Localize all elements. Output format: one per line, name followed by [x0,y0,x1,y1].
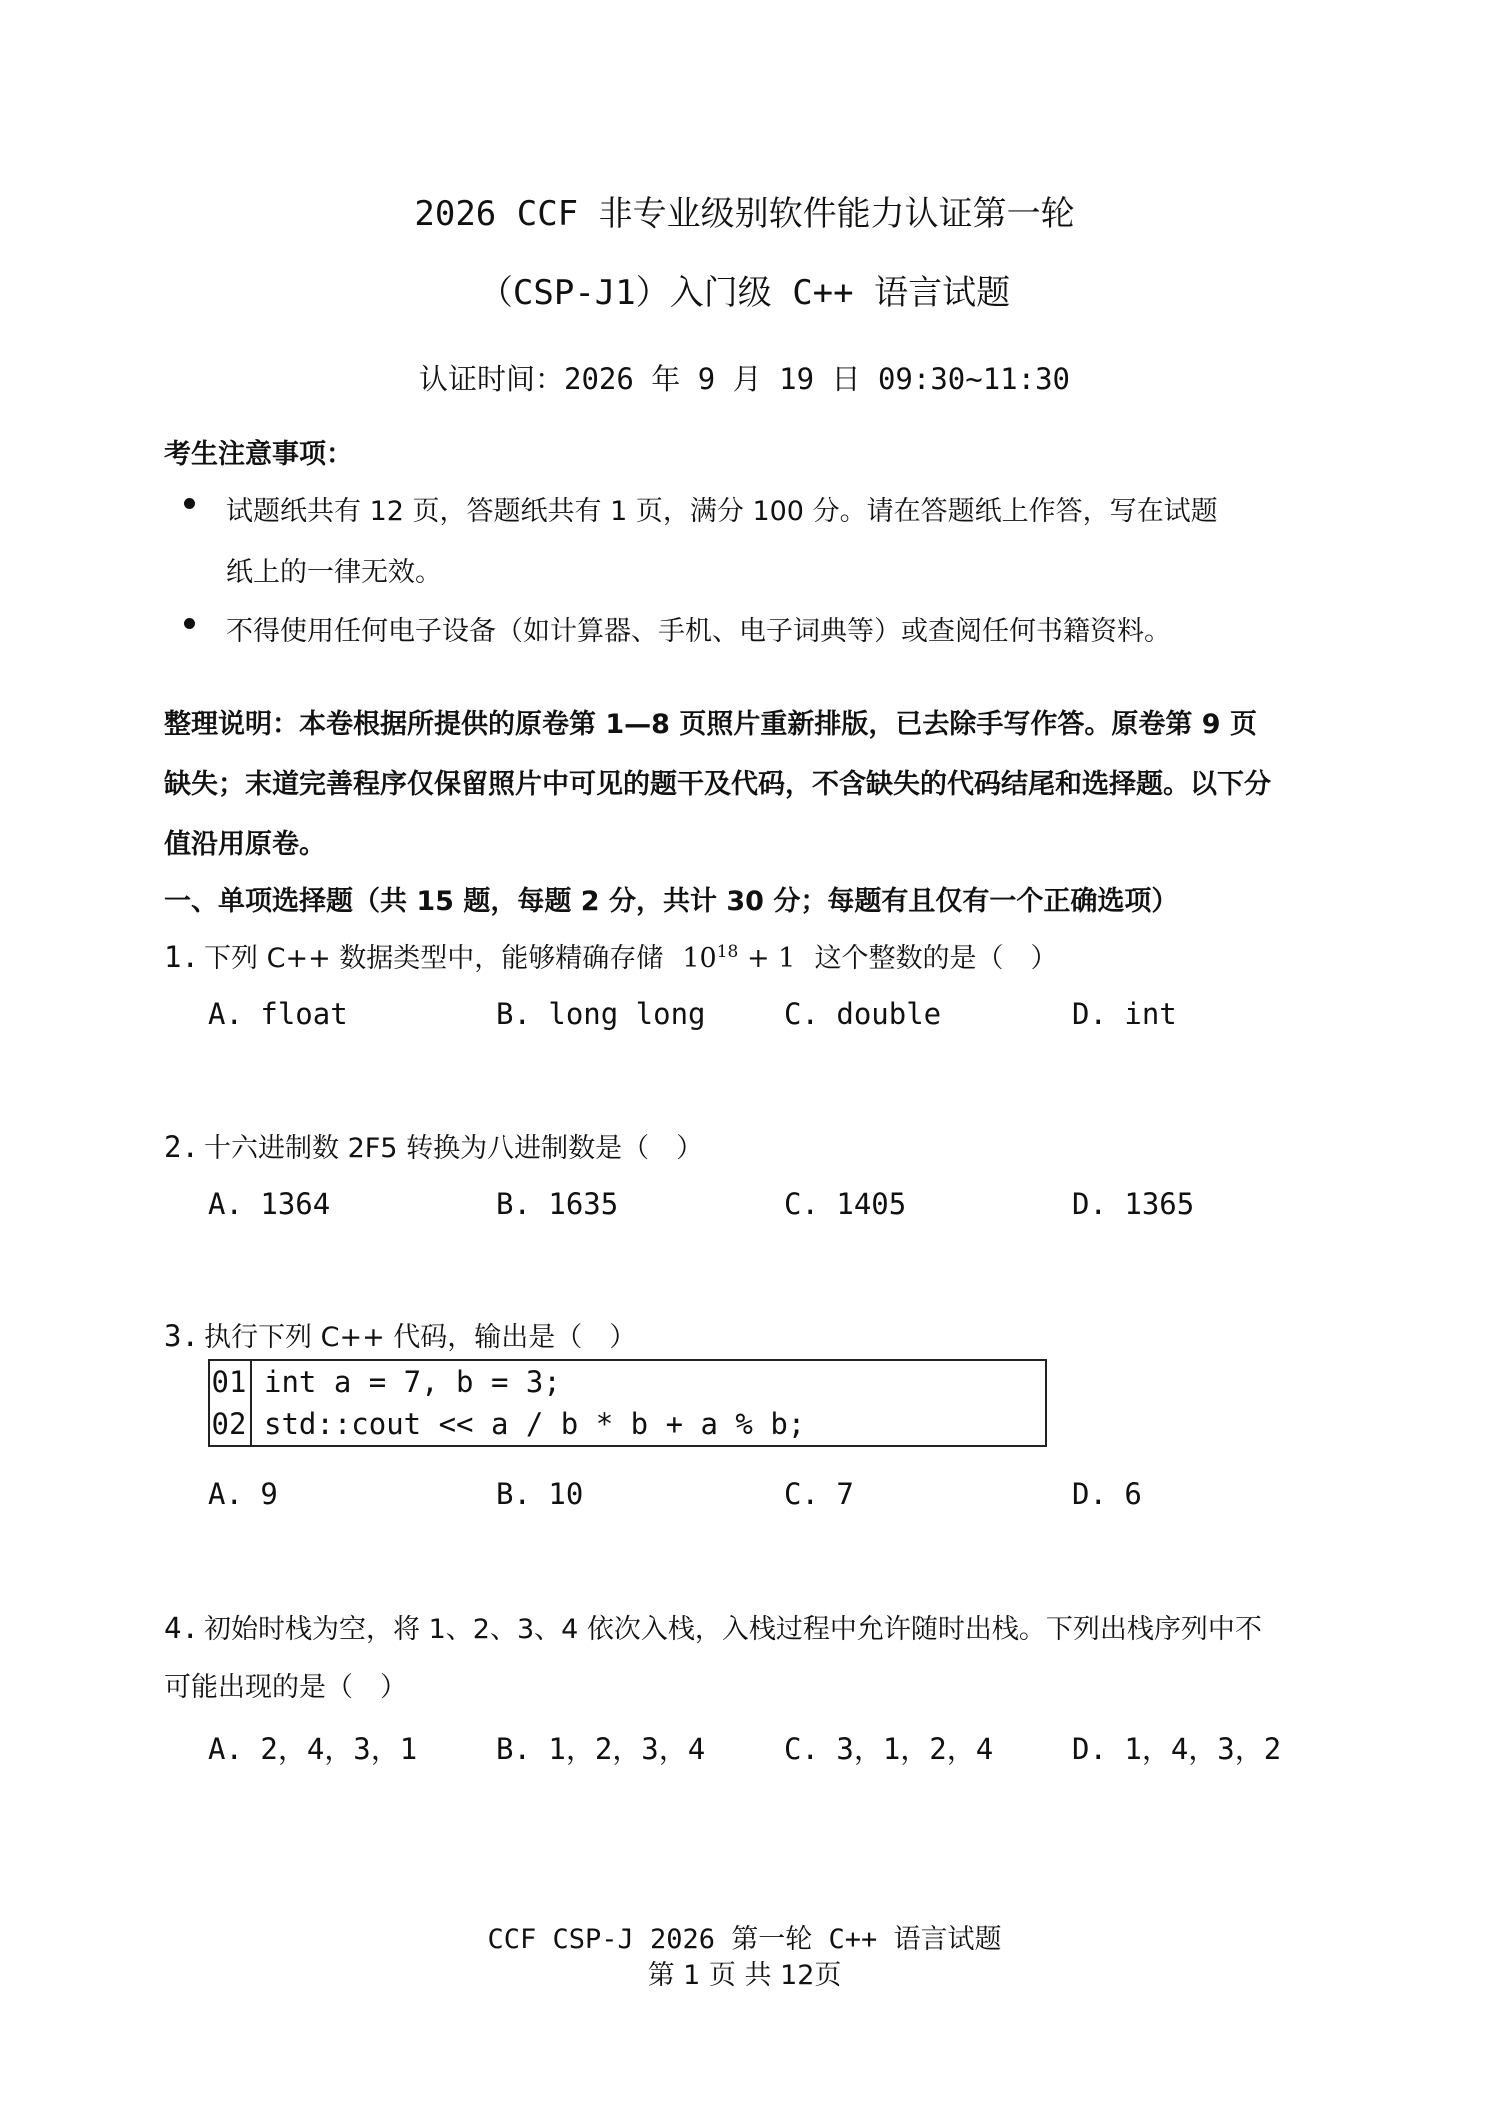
notice-item-2: 不得使用任何电子设备（如计算器、手机、电子词典等）或查阅任何书籍资料。 [226,616,1171,647]
code-text: std::cout << a / b * b + a % b; [264,1407,806,1441]
question-3 [164,1315,636,1354]
question-stem-tail: 这个整数的是（ ） [814,943,1058,974]
question-number: 3. [164,1319,199,1353]
option-b: B. 1，2，3，4 [496,1732,706,1766]
question-stem: 初始时栈为空，将 1、2、3、4 依次入栈，入栈过程中允许随时出栈。下列出栈序列中不 [204,1614,1262,1645]
question-1 [164,936,1057,975]
option-d: D. int [1072,997,1177,1031]
option-c: C. double [784,997,942,1031]
option-d: D. 1，4，3，2 [1072,1732,1282,1766]
code-line-1 [210,1361,1045,1403]
code-line-2 [210,1403,1045,1445]
option-d: D. 1365 [1072,1187,1195,1221]
notice-item-1-line2: 纸上的一律无效。 [226,557,442,588]
question-stem: 下列 C++ 数据类型中，能够精确存储 [204,943,664,974]
option-c: C. 3，1，2，4 [784,1732,994,1766]
question-stem: 执行下列 C++ 代码，输出是（ ） [204,1322,637,1353]
exam-title: 2026 CCF 非专业级别软件能力认证第一轮 [414,194,1075,234]
question-4 [164,1607,1262,1646]
line-number: 01 [211,1365,247,1399]
exam-time: 认证时间：2026 年 9 月 19 日 09:30~11:30 [418,362,1071,396]
question-number: 4. [164,1611,199,1645]
option-c: C. 7 [784,1477,854,1511]
section-heading: 一、单项选择题（共 15 题，每题 2 分，共计 30 分；每题有且仅有一个正确选项） [164,886,1179,917]
explanation-line1: 整理说明：本卷根据所提供的原卷第 1—8 页照片重新排版，已去除手写作答。原卷第 9 页 [164,709,1257,740]
option-a: A. 2，4，3，1 [208,1732,418,1766]
option-a: A. float [208,997,348,1031]
bullet-icon [184,498,195,509]
line-number: 02 [211,1407,247,1441]
page-number: 第 1 页 共 12页 [647,1960,842,1991]
page-footer-title: CCF CSP-J 2026 第一轮 C++ 语言试题 [487,1924,1002,1955]
math-expression: $10^{18} + 1$ [682,942,796,974]
notice-item-1-line1: 试题纸共有 12 页，答题纸共有 1 页，满分 100 分。请在答题纸上作答，写在试题 [226,496,1218,527]
explanation-line3: 值沿用原卷。 [164,829,326,860]
option-b: B. 1635 [496,1187,619,1221]
option-b: B. 10 [496,1477,584,1511]
question-stem: 十六进制数 2F5 转换为八进制数是（ ） [204,1133,704,1164]
code-text: int a = 7, b = 3; [264,1365,561,1399]
bullet-icon [184,618,195,629]
question-number: 2. [164,1130,199,1164]
question-4-stem-line2: 可能出现的是（ ） [164,1672,407,1703]
option-a: A. 1364 [208,1187,331,1221]
question-number: 1. [164,940,199,974]
question-2 [164,1126,703,1165]
option-c: C. 1405 [784,1187,907,1221]
exam-subtitle: （CSP-J1）入门级 C++ 语言试题 [478,273,1011,313]
notice-heading: 考生注意事项： [164,439,353,470]
option-d: D. 6 [1072,1477,1142,1511]
option-a: A. 9 [208,1477,278,1511]
option-b: B. long long [496,997,706,1031]
code-block [208,1359,1047,1447]
explanation-line2: 缺失；末道完善程序仅保留照片中可见的题干及代码，不含缺失的代码结尾和选择题。以下分 [164,769,1271,800]
